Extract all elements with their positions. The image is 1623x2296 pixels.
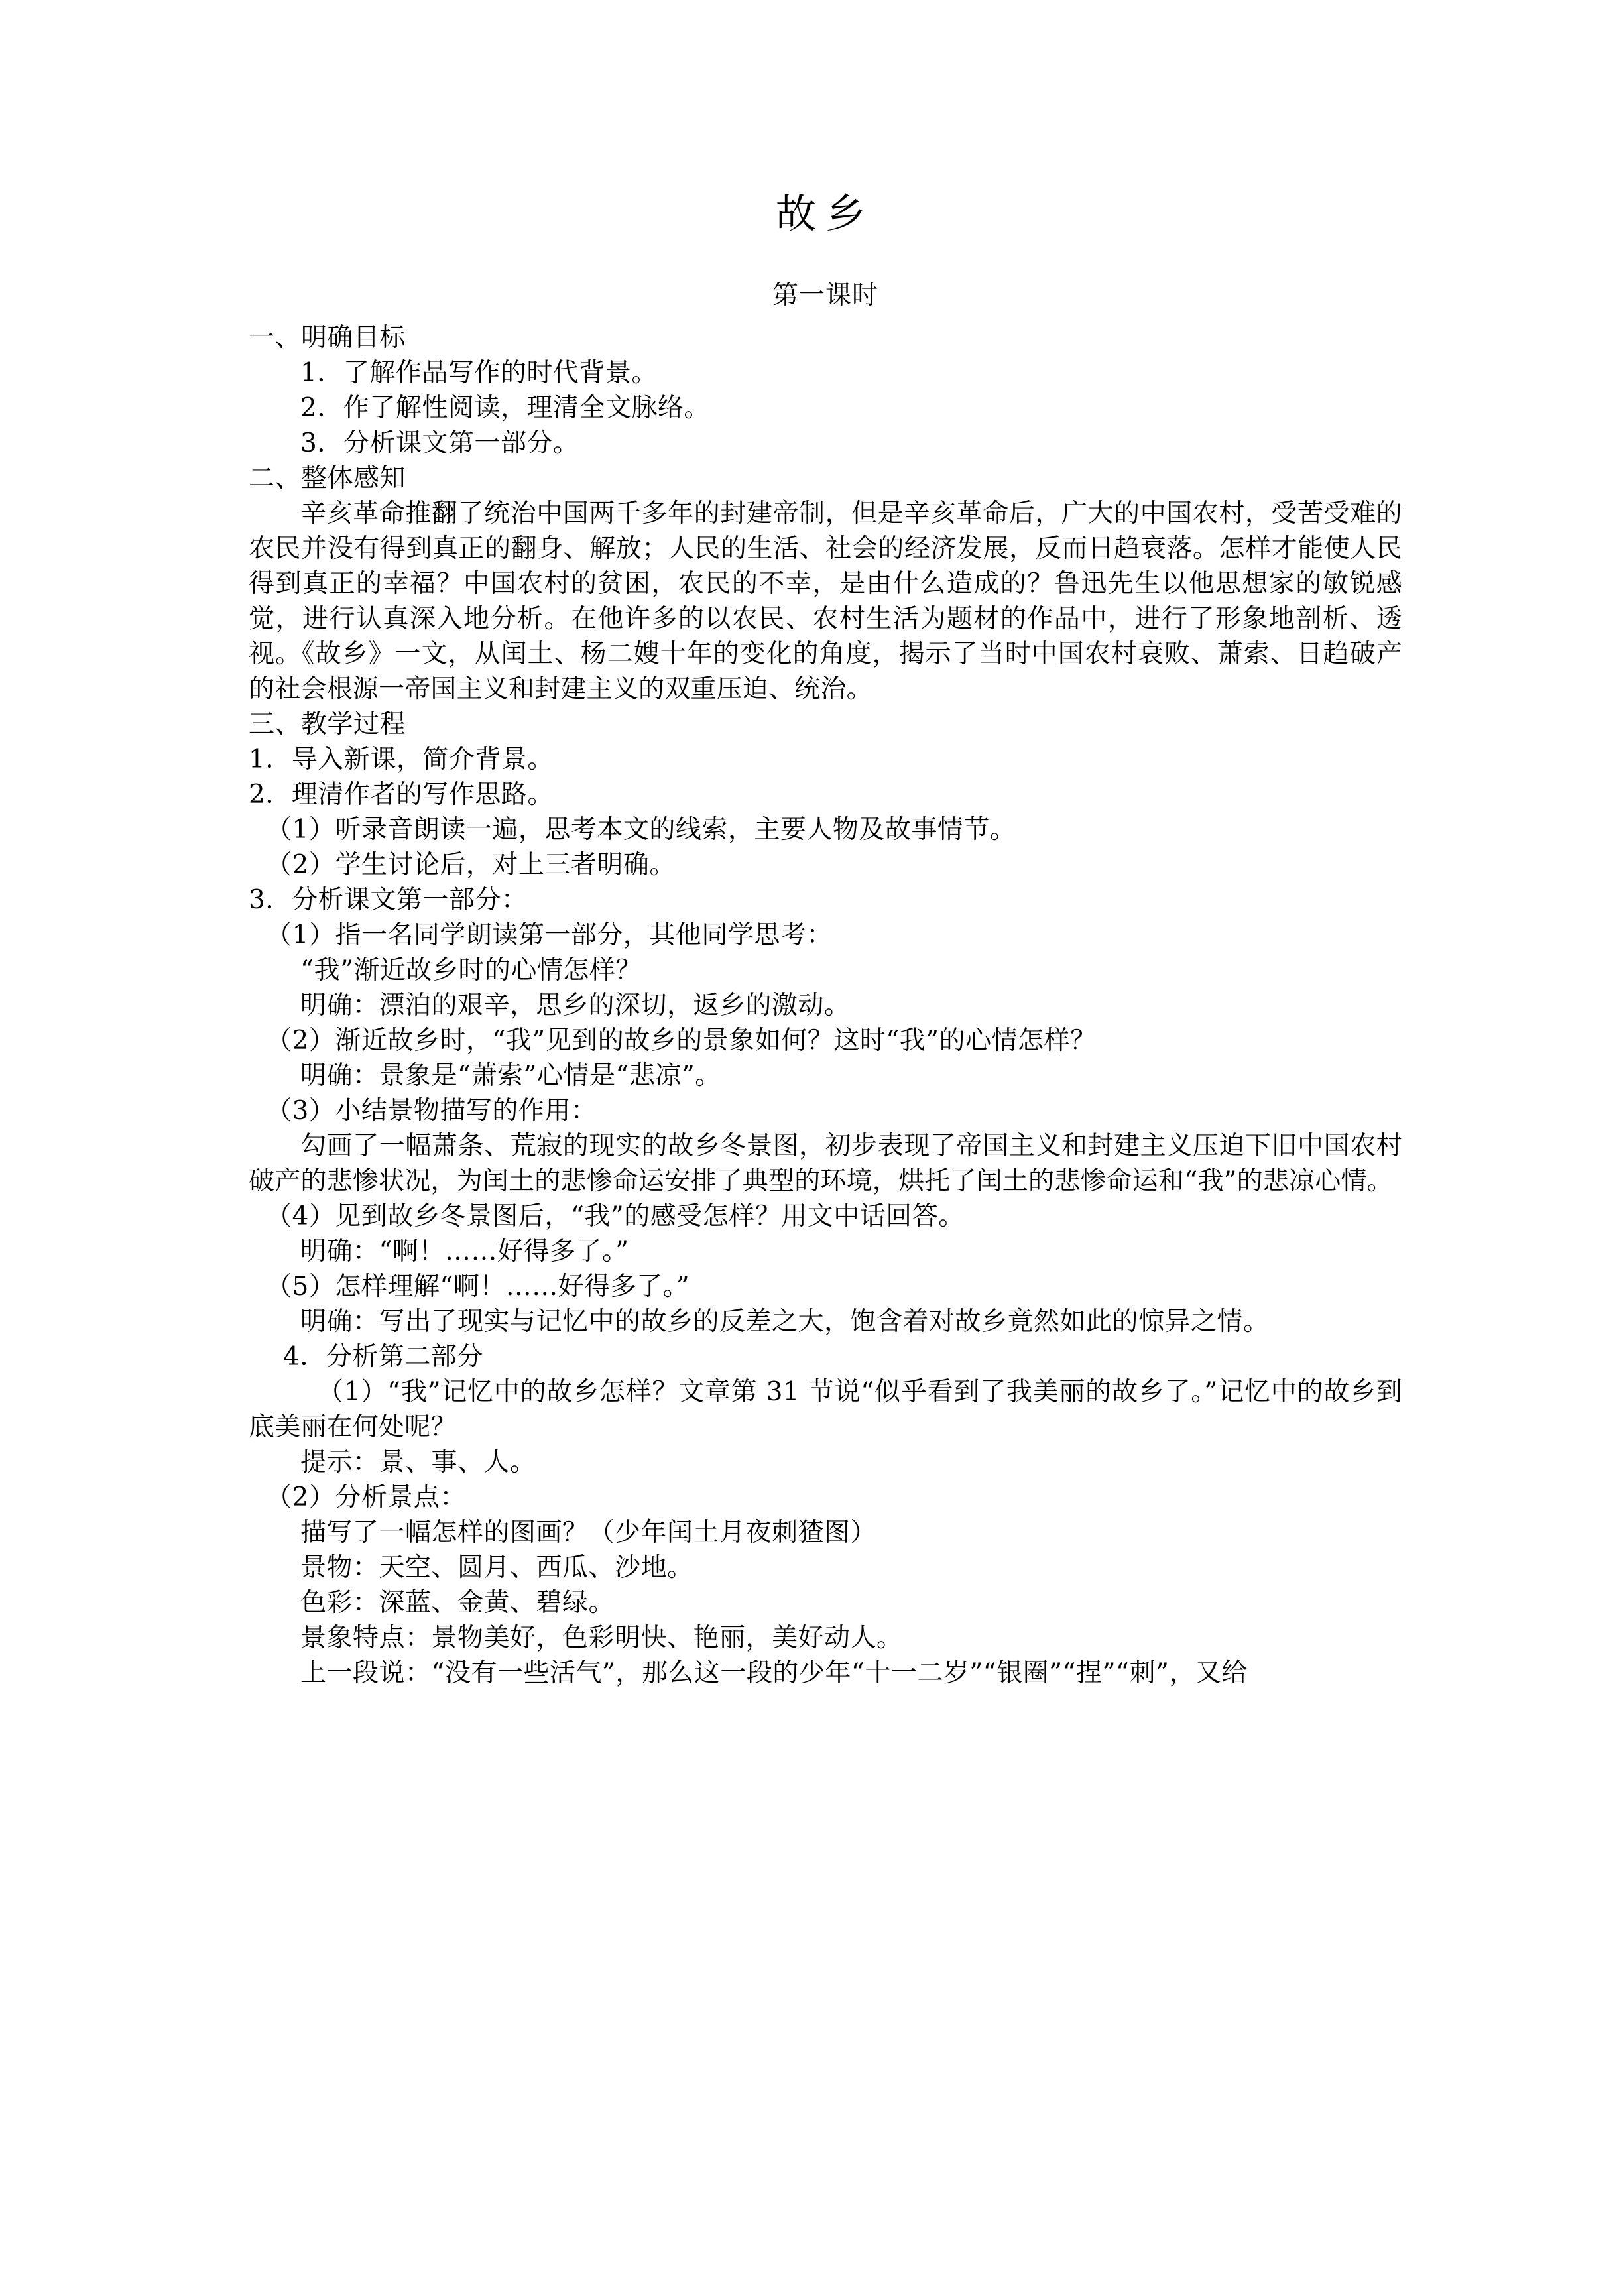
objective-item-3: 3．分析课文第一部分。 (300, 428, 579, 458)
process-item-3-sub-1-question: “我”渐近故乡时的心情怎样？ (300, 955, 642, 985)
process-item-3-sub-4: （4）见到故乡冬景图后，“我”的感受怎样？用文中话回答。 (266, 1201, 965, 1231)
process-item-2-sub-1: （1）听录音朗读一遍，思考本文的线索，主要人物及故事情节。 (266, 815, 1016, 845)
process-item-3-sub-2-answer: 明确：景象是“萧索”心情是“悲凉”。 (300, 1061, 721, 1091)
process-item-2-sub-2: （2）学生讨论后，对上三者明确。 (266, 850, 676, 880)
section-heading-process: 三、教学过程 (249, 709, 406, 739)
process-item-4-sub-2-scene: 景物：天空、圆月、西瓜、沙地。 (300, 1553, 693, 1583)
process-item-4-sub-2-color: 色彩：深蓝、金黄、碧绿。 (300, 1588, 615, 1618)
process-item-3-sub-5-answer: 明确：写出了现实与记忆中的故乡的反差之大，饱含着对故乡竟然如此的惊异之情。 (300, 1307, 1270, 1337)
process-item-4-sub-2-question: 描写了一幅怎样的图画？（少年闰土月夜刺猹图） (300, 1518, 877, 1547)
process-item-3-sub-3-paragraph: 勾画了一幅萧条、荒寂的现实的故乡冬景图，初步表现了帝国主义和封建主义压迫下旧中国农村破产的悲惨状况，为闰土的悲惨命运安排了典型的环境，烘托了闰土的悲惨命运和“我”的悲凉心情。 (249, 1131, 1402, 1196)
process-item-2: 2．理清作者的写作思路。 (249, 780, 554, 810)
process-item-3-sub-5: （5）怎样理解“啊！……好得多了。” (266, 1272, 690, 1301)
process-item-1: 1．导入新课，简介背景。 (249, 745, 554, 774)
process-item-4-sub-2-last-line: 上一段说：“没有一些活气”，那么这一段的少年“十一二岁”“银圈”“捏”“刺”，又给 (300, 1658, 1248, 1688)
process-item-3-sub-1-answer: 明确：漂泊的艰辛，思乡的深切，返乡的激动。 (300, 991, 851, 1020)
section-heading-objectives: 一、明确目标 (249, 323, 406, 353)
section-heading-overall: 二、整体感知 (249, 463, 406, 493)
process-item-3: 3．分析课文第一部分： (249, 885, 528, 915)
process-item-3-sub-3: （3）小结景物描写的作用： (266, 1096, 597, 1126)
document-body (249, 0, 1402, 1691)
process-item-4-sub-2: （2）分析景点： (266, 1482, 466, 1512)
process-item-4-sub-2-feature: 景象特点：景物美好，色彩明快、艳丽，美好动人。 (300, 1623, 903, 1653)
page-title: 故乡 (775, 190, 875, 237)
process-item-4-hint: 提示：景、事、人。 (300, 1447, 536, 1477)
session-heading: 第一课时 (772, 280, 878, 310)
process-item-3-sub-2: （2）渐近故乡时，“我”见到的故乡的景象如何？这时“我”的心情怎样？ (266, 1026, 1097, 1056)
process-item-4-sub-1: （1）“我”记忆中的故乡怎样？文章第 31 节说“似乎看到了我美丽的故乡了。”记忆中的故乡到底美丽在何处呢？ (249, 1377, 1402, 1442)
objective-item-2: 2．作了解性阅读，理清全文脉络。 (300, 393, 710, 423)
process-item-3-sub-4-answer: 明确：“啊！……好得多了。” (300, 1237, 629, 1266)
process-item-4: 4．分析第二部分 (283, 1342, 483, 1372)
overall-paragraph: 辛亥革命推翻了统治中国两千多年的封建帝制，但是辛亥革命后，广大的中国农村，受苦受难的农民并没有得到真正的翻身、解放；人民的生活、社会的经济发展，反而日趋衰落。怎样才能使人民得到真正的幸福？中国农村的贫困，农民的不幸，是由什么造成的？鲁迅先生以他思想家的敏锐感觉，进行认真深入地分析。在他许多的以农民、农村生活为题材的作品中，进行了形象地剖析、透视。《故乡》一文，从闰土、杨二嫂十年的变化的角度，揭示了当时中国农村衰败、萧索、日趋破产的社会根源一帝国主义和封建主义的双重压迫、统治。 (249, 499, 1402, 704)
objective-item-1: 1．了解作品写作的时代背景。 (300, 358, 658, 388)
process-item-3-sub-1: （1）指一名同学朗读第一部分，其他同学思考： (266, 920, 833, 950)
